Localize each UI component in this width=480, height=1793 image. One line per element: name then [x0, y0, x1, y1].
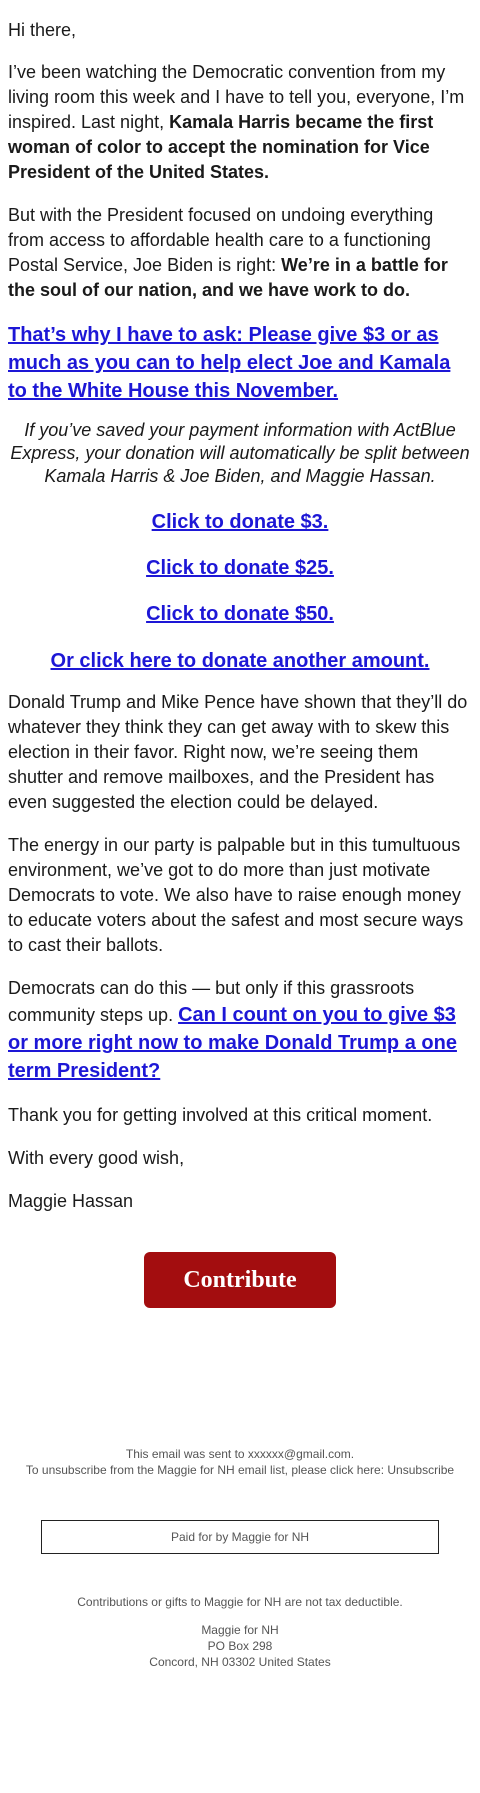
address-city: Concord, NH 03302 United States	[149, 1655, 331, 1669]
thanks-text: Thank you for getting involved at this critical moment.	[8, 1105, 433, 1125]
donate-other-amount-link[interactable]: Or click here to donate another amount.	[50, 650, 430, 672]
intro-text: I’ve been watching the Democratic convention from my living room this week and I have to tell you, everyone, I’m inspired. Last night,	[8, 62, 465, 132]
biden-paragraph	[8, 203, 472, 303]
address-pobox: PO Box 298	[207, 1639, 273, 1653]
intro-bold: Kamala Harris became the first woman of color to accept the nomination for Vice President of the United States.	[8, 112, 434, 182]
actblue-note: If you’ve saved your payment information with ActBlue Express, your donation will automatically be split between Kamala Harris & Joe Biden, and Maggie Hassan.	[10, 420, 470, 486]
grassroots-paragraph	[8, 976, 472, 1085]
biden-text: But with the President focused on undoing everything from access to affordable health care to a functioning Postal Service, Joe Biden is right:	[8, 205, 434, 275]
donate-3-link[interactable]: Click to donate $3.	[151, 511, 329, 533]
ask-donate-link[interactable]: That’s why I have to ask: Please give $3 or as much as you can to help elect Joe and Kamala to the White House this November.	[8, 324, 451, 402]
signature: Maggie Hassan	[8, 1191, 134, 1211]
signoff-text: With every good wish,	[8, 1148, 185, 1168]
donate-25-link[interactable]: Click to donate $25.	[146, 557, 334, 579]
trump-paragraph: Donald Trump and Mike Pence have shown that they’ll do whatever they think they can get away with to skew this election in their favor. Right now, we’re seeing them shutter and remove mailboxes, and the President has even suggested the election could be delayed.	[8, 692, 468, 812]
greeting: Hi there,	[8, 20, 77, 40]
contribute-button[interactable]: Contribute	[144, 1252, 336, 1308]
energy-paragraph: The energy in our party is palpable but in this tumultuous environment, we’ve got to do more than just motivate Democrats to vote. We also have to raise enough money to educate voters about the safest and most secure ways to cast their ballots.	[8, 835, 464, 955]
donate-50-link[interactable]: Click to donate $50.	[146, 603, 334, 625]
paid-for-box: Paid for by Maggie for NH	[41, 1520, 439, 1554]
unsubscribe-link[interactable]: Unsubscribe	[387, 1463, 455, 1477]
address-name: Maggie for NH	[201, 1623, 279, 1637]
footer-sent-to: This email was sent to xxxxxx@gmail.com.	[125, 1447, 355, 1461]
grassroots-text: Democrats can do this — but only if this grassroots community steps up.	[8, 978, 415, 1025]
tax-note: Contributions or gifts to Maggie for NH are not tax deductible.	[77, 1595, 403, 1609]
intro-paragraph	[8, 60, 472, 185]
biden-bold: We’re in a battle for the soul of our nation, and we have work to do.	[8, 255, 448, 300]
footer-unsubscribe-line	[8, 1462, 472, 1478]
count-on-you-link[interactable]: Can I count on you to give $3 or more right now to make Donald Trump a one term President?	[8, 1004, 457, 1082]
unsubscribe-text: To unsubscribe from the Maggie for NH email list, please click here:	[25, 1463, 388, 1477]
